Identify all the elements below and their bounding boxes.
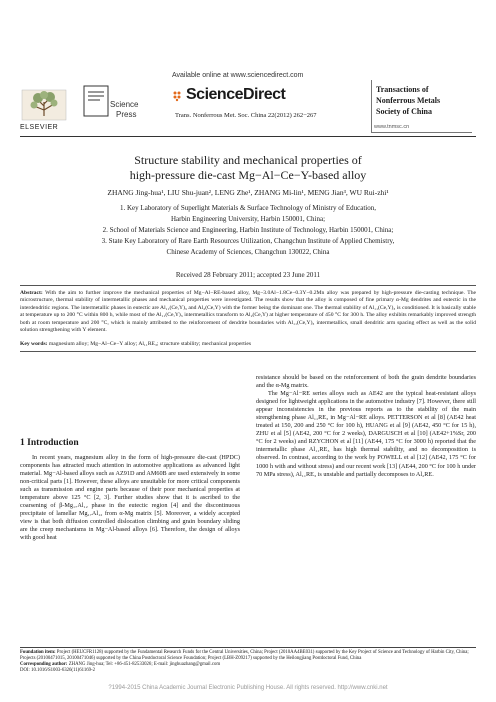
publisher-name: ELSEVIER [20,124,59,131]
keywords-text: magnesium alloy; Mg−Al−Ce−Y alloy; Al₁₁RE₃; structure stability; mechanical properties [48,341,252,347]
society-title-line3: Society of China [376,107,432,116]
corresponding-text: ZHANG Jing-hua; Tel: +86-451-82533026; E-mail: jinghuazhang@gmail.com [68,662,221,667]
article-title-line2: high-pressure die-cast Mg−Al−Ce−Y-based alloy [129,168,367,182]
society-url[interactable]: www.tnmsc.cn [374,124,410,130]
journal-citation: Trans. Nonferrous Met. Soc. China 22(2012) 262−267 [175,112,317,119]
paragraph: The Mg−Al−RE series alloys such as AE42 are the typical heat-resistant alloys designed for lightweight applications in the automotive industry [7]. However, there still appear inconsistencies in the previous reports as to the stability of the main strengthening phase Al₁₁RE₃ in Mg−Al−RE alloys. PETTERSON et al [8] (AE42 heat treated at 150, 200 and 250 °C for 100 h), HUANG et al [9] (AE42, 450 °C for 15 h), ZHU et al [5] (AE42, 200 °C for 2 weeks), DARGUSCH et al [10] (AE42+1%Sr, 200 °C for 2 weeks) and RZYCHON et al [11] (AE44, 175 °C for 3000 h) reported that the intermetallic phase Al₁₁RE₃ has high thermal stability, and no decomposition is observed. In contrast, according to the work by POWELL et al [12] (AE42, 175 °C for 1000 h with and without stress) and our recent work [13] (AE44, 200 °C for 100 h under 70 MPa stress), Al₁₁RE₃ is unstable and partially decomposes to Al₂RE. [256,390,476,478]
society-title [376,84,440,117]
body-column-left [20,454,240,543]
affiliation-1b: Harbin Engineering University, Harbin 150001, China; [170,215,326,223]
section-heading-introduction: 1 Introduction [20,438,79,448]
affiliation-3a: 3. State Key Laboratory of Rare Earth Resources Utilization, Changchun Institute of Applied Chemistry, [101,237,395,245]
abstract-bottom-rule [20,351,476,352]
affiliation-1a: 1. Key Laboratory of Superlight Materials & Surface Technology of Ministry of Education, [120,204,376,212]
keywords-label: Key words: [20,341,48,347]
abstract-label: Abstract: [20,290,43,296]
science-press-line1: Science [110,100,139,109]
corresponding-label: Corresponding author: [20,662,68,667]
funding-text: Project (HEUCFR1128) supported by the Fundamental Research Funds for the Central Universities, China; Project (2010AA4BE031) supported by the Key Project of Science and Technology of Harbin City, China; Projects (20100471015, 20100471046) supported by the China Postdoctoral Science Foundation; Project (LBH-Z09217) supported by the Heilongjiang Postdoctoral Fund, China [20,650,469,661]
keywords [20,341,476,348]
affiliation-3b: Chinese Academy of Sciences, Changchun 130022, China [166,248,330,256]
body-column-right [256,374,476,479]
science-press-label [110,100,138,120]
funding-note [20,650,476,662]
abstract [20,290,476,334]
received-date: Received 28 February 2011; accepted 23 June 2011 [175,271,321,279]
header-divider [20,136,476,137]
sciencedirect-logo: ScienceDirect [186,86,286,103]
science-press-line2: Press [116,110,137,119]
sciencedirect-icon [172,90,184,102]
society-title-line1: Transactions of [376,85,429,94]
footnote-rule [20,647,476,648]
affiliation-2: 2. School of Materials Science and Engineering, Harbin Institute of Technology, Harbin 150001, China; [102,226,394,234]
page-footer-copyright: ?1994-2015 China Academic Journal Electronic Publishing House. All rights reserved. http://www.cnki.net [108,685,388,691]
funding-label: Foundation item: [20,650,56,655]
footnote [20,650,476,674]
paragraph: resistance should be based on the reinforcement of both the grain dendrite boundaries and the α-Mg matrix. [256,374,476,390]
abstract-top-rule [20,285,476,286]
abstract-text: With the aim to further improve the mechanical properties of Mg−Al−RE-based alloy, Mg−3.0Al−1.8Ce−0.3Y−0.2Mn alloy was prepared by high-pressure die-casting technique. The microstructure, thermal stability of intermetallic phases and mechanical properties were investigated. The results show that the alloy is composed of fine primary α-Mg dendrites and eutectic in the interdendritic regions. The intermetallic phases in eutectic are Al₁₁(Ce,Y)₃ and Al₂(Ce,Y) with the former being the dominant one. The thermal stability of Al₁₁(Ce,Y)₃ is conditioned. It is basically stable at temperature up to 200 °C within 800 h, while most of the Al₁₁(Ce,Y)₃ intermetallics transform to Al₂(Ce,Y) at higher temperature of 450 °C for 300 h. The alloy exhibits remarkably improved strength both at room temperature and 200 °C, which is mainly attributed to the reinforcement of dendrite boundaries with Al₁₁(Ce,Y)₃ intermetallics, small dendritic arm spacing effect as well as the solid solution strengthening with Y element. [20,290,476,334]
author-list: ZHANG Jing-hua¹, LIU Shu-juan², LENG Zhe¹, ZHANG Mi-lin¹, MENG Jian³, WU Rui-zhi¹ [107,188,389,197]
paragraph: In recent years, magnesium alloy in the form of high-pressure die-cast (HPDC) components has attracted much attention in automotive applications as advanced light material. Mg−Al-based alloys such as AZ91D and AM60B are used extensively in some non-critical parts [1]. However, these alloys are unsuitable for more critical components such as transmission and engine parts because of their poor mechanical properties at temperature above 125 °C [2, 3]. Further studies show that it is ascribed to the coarsening of β-Mg₁₇Al₁₂ phase in the eutectic region [4] and the discontinuous precipitate of lamellar Mg₁₇Al₁₂ from α-Mg matrix [5]. Moreover, a widely accepted view is that both diffusion controlled dislocation climbing and grain boundary sliding are the creep mechanisms in Mg−Al-based alloys [6]. Therefore, the design of alloys with good heat [20,454,240,542]
available-online-text: Available online at www.sciencedirect.com [172,72,304,79]
society-title-line2: Nonferrous Metals [376,96,441,105]
elsevier-tree-logo [20,88,68,122]
doi[interactable]: DOI: 10.1016/S1003-6326(11)61169-2 [20,668,96,673]
article-title-line1: Structure stability and mechanical properties of [134,153,362,167]
